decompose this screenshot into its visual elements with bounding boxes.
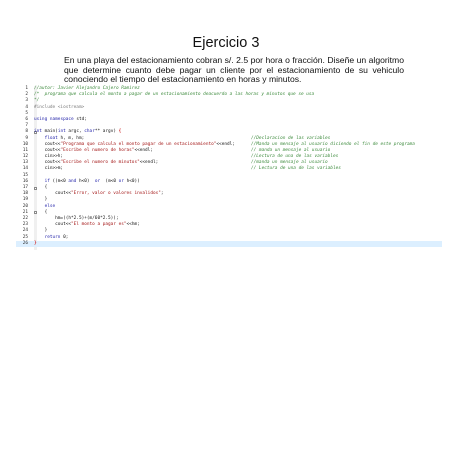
code-text: { <box>34 185 48 190</box>
line-number: 9 <box>25 135 28 141</box>
code-text: else <box>44 203 56 209</box>
line-number: 11 <box>22 147 28 153</box>
code-text: { <box>34 209 48 215</box>
problem-statement: En una playa del estacionamiento cobran s/. 2.5 por hora o fracción. Diseñe un algoritmo que determine cuanto debe pagar un cliente por el estacionamiento de su vehiculo conociendo el tiempo del estacionamiento en horas y minutos. <box>64 55 404 85</box>
code-text: float h, m, hm; <box>44 135 85 141</box>
line-number: 24 <box>22 228 28 234</box>
line-number: 7 <box>25 123 28 129</box>
line-number: 6 <box>25 116 28 122</box>
inline-comment: //Declaracion de las variables <box>251 135 331 141</box>
code-text: return 0; <box>44 234 69 240</box>
code-text: hm=((h*2.5)+(m/60*2.5)); <box>34 215 119 221</box>
code-text: //autor: Javier Alejandro Cajero Ramirez <box>34 86 140 91</box>
code-text: } <box>34 197 48 203</box>
code-text: */ <box>34 98 40 104</box>
code-text: cout<<"Escribe el numero de horas"<<endl; <box>34 147 153 153</box>
code-text: cin>>m; <box>34 166 64 172</box>
code-text: if ((m<0 and h<0) or (m<0 or h<0)) <box>44 178 140 184</box>
line-number: 12 <box>22 154 28 160</box>
inline-comment: //Lectura de una de las variables <box>251 154 339 160</box>
exercise-title: Ejercicio 3 <box>192 35 260 51</box>
inline-comment: //manda un mensaje al usuario <box>251 160 328 166</box>
line-number: 10 <box>22 141 28 147</box>
line-number: 19 <box>22 197 28 203</box>
line-number: 3 <box>25 98 28 104</box>
inline-comment: // Lectura de una de las variables <box>251 166 341 172</box>
code-lines <box>16 86 442 247</box>
line-number: 2 <box>25 92 28 98</box>
code-text: cin>>h; <box>34 154 64 160</box>
line-number: 1 <box>25 86 28 91</box>
inline-comment: // manda un mensaje al usuario <box>251 147 331 153</box>
code-text: int main(int argc, char** argv) { <box>34 129 122 135</box>
code-text: /* programa que calcula el monto a pagar de un estacionamiento deacuerdo a las horas y minutos que se usa <box>34 92 315 98</box>
code-text: } <box>34 228 48 234</box>
line-number: 8 <box>25 129 28 135</box>
line-number: 16 <box>22 178 28 184</box>
line-number: 22 <box>22 215 28 221</box>
line-number: 25 <box>22 234 28 240</box>
code-text: cout<<"Error, valor o valores invalidos"; <box>34 191 164 197</box>
code-editor[interactable] <box>16 86 442 250</box>
code-text: using namespace std; <box>34 116 87 122</box>
line-number: 21 <box>22 209 28 215</box>
line-number: 15 <box>22 172 28 178</box>
inline-comment: //Manda un mensaje al usuario diciendo el fin de este programa <box>251 141 415 147</box>
code-text: cout<<"El monto a pagar es"<<hm; <box>34 222 140 228</box>
line-number: 23 <box>22 222 28 228</box>
line-number: 14 <box>22 166 28 172</box>
line-number: 17 <box>22 185 28 190</box>
code-text: #include <iostream> <box>34 104 85 110</box>
line-number: 5 <box>25 110 28 116</box>
line-number: 18 <box>22 191 28 197</box>
line-number: 4 <box>25 104 28 110</box>
code-text: cout<<"Programa que calcula el monto pagar de un estacionamiento"<<endl; <box>34 141 235 147</box>
code-text: cout<<"Escribe el numero de minutos"<<endl; <box>34 160 159 166</box>
line-number: 13 <box>22 160 28 166</box>
code-text: } <box>34 240 37 246</box>
line-number: 20 <box>22 203 28 209</box>
code-line[interactable] <box>16 241 442 247</box>
line-number: 26 <box>22 240 28 246</box>
